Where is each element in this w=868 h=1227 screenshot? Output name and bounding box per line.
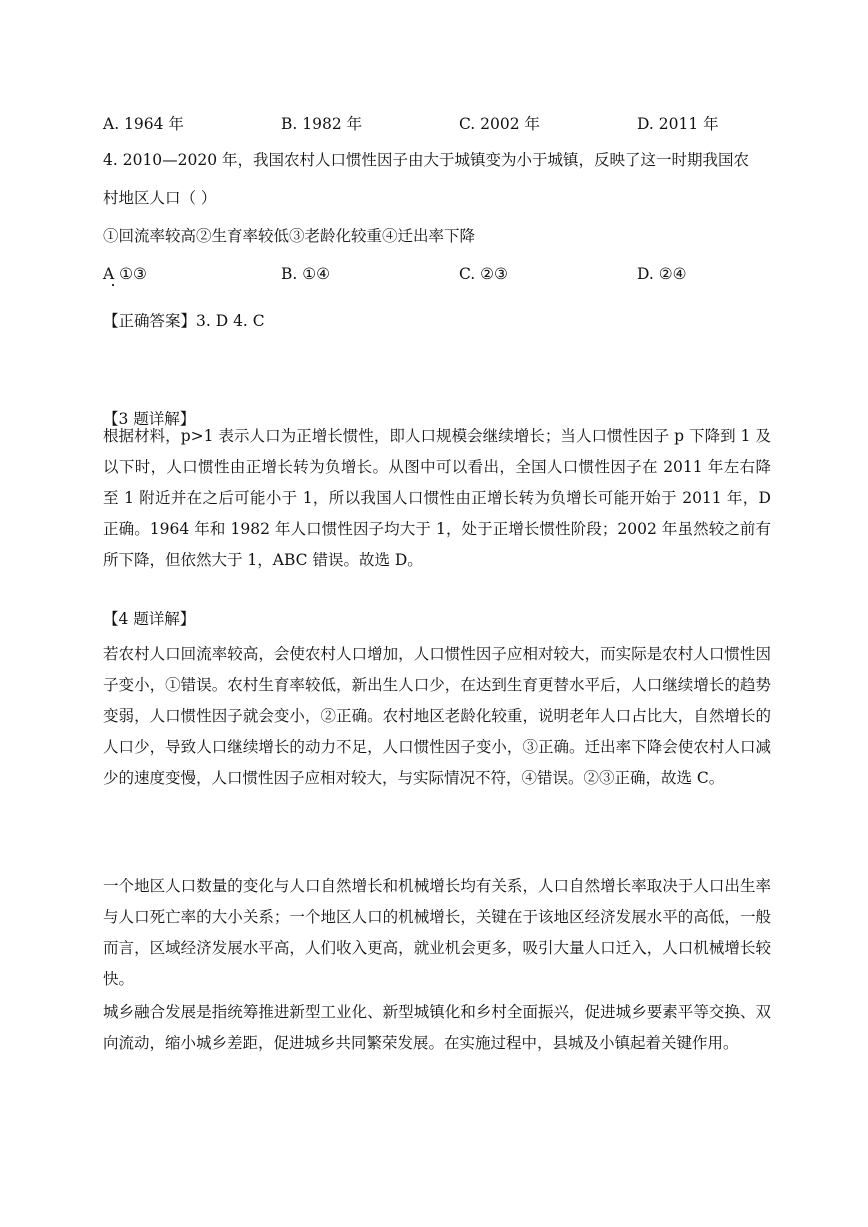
detail3-heading: 【3 题详解】 — [103, 410, 196, 428]
q4-option-d: D. ②④ — [637, 265, 687, 283]
stray-dot — [112, 284, 114, 286]
extra-paragraph-2: 城乡融合发展是指统筹推进新型工业化、新型城镇化和乡村全面振兴，促进城乡要素平等交换、双向流动，缩小城乡差距，促进城乡共同繁荣发展。在实施过程中，县城及小镇起着关键作用。 — [103, 1003, 771, 1052]
q4-stem-line1: 4. 2010—2020 年，我国农村人口惯性因子由大于城镇变为小于城镇，反映了这一时期我国农 — [103, 151, 750, 169]
q4-option-c: C. ②③ — [459, 265, 508, 283]
detail3-body: 根据材料，p>1 表示人口为正增长惯性，即人口规模会继续增长；当人口惯性因子 p 下降到 1 及以下时，人口惯性由正增长转为负增长。从图中可以看出，全国人口惯性因子在 2011 年左右降至 1 附近并在之后可能小于 1，所以我国人口惯性由正增长转为负增长可能开始于 2011 年，D 正确。1964 年和 1982 年人口惯性因子均大于 1，处于正增长惯性阶段；2002 年虽然较之前有所下降，但依然大于 1，ABC 错误。故选 D。 — [103, 427, 771, 569]
answer-line: 【正确答案】3. D 4. C — [103, 312, 265, 330]
q4-option-a: A ①③ — [103, 265, 147, 283]
q4-stem-line2: 村地区人口（ ） — [103, 189, 217, 207]
detail4-heading: 【4 题详解】 — [103, 610, 196, 628]
q3-option-b: B. 1982 年 — [281, 115, 363, 133]
q4-items: ①回流率较高②生育率较低③老龄化较重④迁出率下降 — [103, 227, 476, 245]
q3-option-c: C. 2002 年 — [459, 115, 541, 133]
extra-paragraph-1: 一个地区人口数量的变化与人口自然增长和机械增长均有关系，人口自然增长率取决于人口出生率与人口死亡率的大小关系；一个地区人口的机械增长，关键在于该地区经济发展水平的高低，一般而言，区域经济发展水平高，人们收入更高，就业机会更多，吸引大量人口迁入，人口机械增长较快。 — [103, 877, 771, 988]
q4-option-b: B. ①④ — [281, 265, 331, 283]
q3-option-d: D. 2011 年 — [637, 115, 719, 133]
detail4-body: 若农村人口回流率较高，会使农村人口增加，人口惯性因子应相对较大，而实际是农村人口惯性因子变小，①错误。农村生育率较低，新出生人口少，在达到生育更替水平后，人口继续增长的趋势变弱，人口惯性因子就会变小，②正确。农村地区老龄化较重，说明老年人口占比大，自然增长的人口少，导致人口继续增长的动力不足，人口惯性因子变小，③正确。迁出率下降会使农村人口减少的速度变慢，人口惯性因子应相对较大，与实际情况不符，④错误。②③正确，故选 C。 — [103, 645, 771, 787]
q3-option-a: A. 1964 年 — [103, 115, 184, 133]
